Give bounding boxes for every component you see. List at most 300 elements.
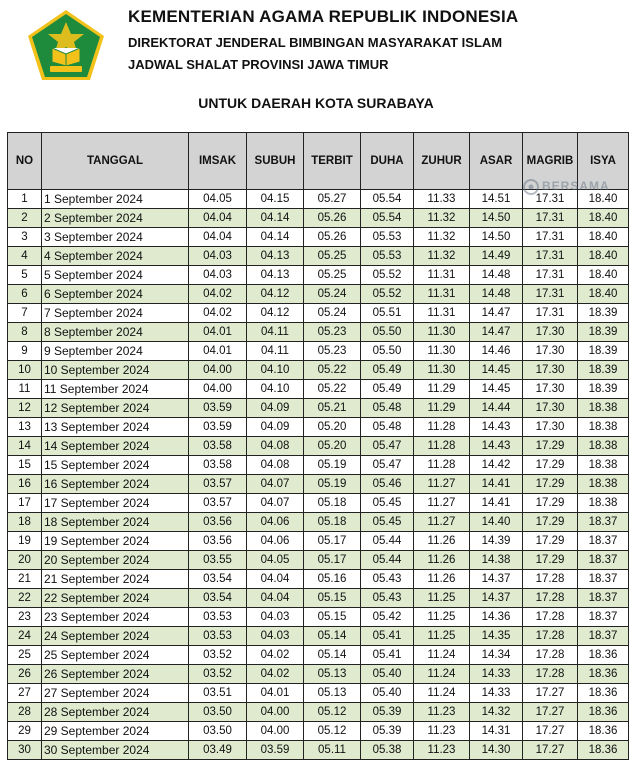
cell-tanggal: 10 September 2024 (42, 361, 189, 380)
cell-subuh: 04.10 (247, 380, 304, 399)
cell-zuhur: 11.24 (414, 684, 470, 703)
cell-zuhur: 11.27 (414, 513, 470, 532)
cell-isya: 18.37 (578, 627, 629, 646)
cell-subuh: 04.08 (247, 437, 304, 456)
cell-imsak: 03.54 (189, 570, 247, 589)
cell-zuhur: 11.24 (414, 665, 470, 684)
cell-isya: 18.40 (578, 285, 629, 304)
cell-subuh: 04.14 (247, 209, 304, 228)
cell-imsak: 03.58 (189, 437, 247, 456)
cell-no: 25 (8, 646, 42, 665)
cell-terbit: 05.23 (304, 323, 361, 342)
cell-magrib: 17.30 (523, 323, 578, 342)
column-header-asar: ASAR (470, 133, 523, 190)
cell-magrib: 17.31 (523, 304, 578, 323)
cell-duha: 05.46 (361, 475, 414, 494)
cell-no: 27 (8, 684, 42, 703)
cell-tanggal: 6 September 2024 (42, 285, 189, 304)
cell-asar: 14.48 (470, 266, 523, 285)
cell-imsak: 03.53 (189, 627, 247, 646)
cell-magrib: 17.28 (523, 646, 578, 665)
cell-imsak: 03.51 (189, 684, 247, 703)
cell-imsak: 03.57 (189, 494, 247, 513)
cell-zuhur: 11.32 (414, 209, 470, 228)
cell-asar: 14.46 (470, 342, 523, 361)
cell-zuhur: 11.31 (414, 266, 470, 285)
cell-asar: 14.44 (470, 399, 523, 418)
cell-duha: 05.41 (361, 627, 414, 646)
cell-zuhur: 11.25 (414, 608, 470, 627)
column-header-tanggal: TANGGAL (42, 133, 189, 190)
cell-magrib: 17.31 (523, 247, 578, 266)
cell-asar: 14.33 (470, 684, 523, 703)
table-row (8, 722, 629, 741)
cell-zuhur: 11.27 (414, 475, 470, 494)
cell-subuh: 04.04 (247, 589, 304, 608)
cell-tanggal: 30 September 2024 (42, 741, 189, 760)
cell-isya: 18.38 (578, 456, 629, 475)
cell-isya: 18.40 (578, 247, 629, 266)
cell-duha: 05.52 (361, 285, 414, 304)
cell-isya: 18.39 (578, 304, 629, 323)
cell-tanggal: 17 September 2024 (42, 494, 189, 513)
cell-magrib: 17.31 (523, 209, 578, 228)
cell-subuh: 04.00 (247, 703, 304, 722)
cell-no: 13 (8, 418, 42, 437)
cell-duha: 05.45 (361, 513, 414, 532)
cell-no: 29 (8, 722, 42, 741)
cell-isya: 18.40 (578, 190, 629, 209)
table-row (8, 570, 629, 589)
cell-subuh: 04.11 (247, 342, 304, 361)
cell-asar: 14.45 (470, 380, 523, 399)
cell-tanggal: 27 September 2024 (42, 684, 189, 703)
cell-isya: 18.38 (578, 475, 629, 494)
cell-zuhur: 11.30 (414, 323, 470, 342)
table-row (8, 399, 629, 418)
cell-imsak: 04.03 (189, 247, 247, 266)
cell-no: 11 (8, 380, 42, 399)
cell-imsak: 03.56 (189, 513, 247, 532)
cell-isya: 18.39 (578, 361, 629, 380)
cell-tanggal: 18 September 2024 (42, 513, 189, 532)
cell-no: 30 (8, 741, 42, 760)
cell-magrib: 17.29 (523, 532, 578, 551)
table-row (8, 513, 629, 532)
cell-imsak: 04.05 (189, 190, 247, 209)
cell-terbit: 05.14 (304, 646, 361, 665)
cell-asar: 14.43 (470, 437, 523, 456)
cell-duha: 05.40 (361, 684, 414, 703)
cell-isya: 18.37 (578, 608, 629, 627)
cell-asar: 14.33 (470, 665, 523, 684)
cell-magrib: 17.29 (523, 456, 578, 475)
table-row (8, 323, 629, 342)
cell-no: 5 (8, 266, 42, 285)
cell-no: 17 (8, 494, 42, 513)
cell-no: 12 (8, 399, 42, 418)
table-row (8, 532, 629, 551)
table-row (8, 646, 629, 665)
cell-isya: 18.39 (578, 342, 629, 361)
cell-asar: 14.31 (470, 722, 523, 741)
cell-no: 19 (8, 532, 42, 551)
table-row (8, 437, 629, 456)
cell-asar: 14.38 (470, 551, 523, 570)
cell-tanggal: 2 September 2024 (42, 209, 189, 228)
table-row (8, 266, 629, 285)
column-header-subuh: SUBUH (247, 133, 304, 190)
cell-tanggal: 26 September 2024 (42, 665, 189, 684)
cell-magrib: 17.28 (523, 589, 578, 608)
column-header-duha: DUHA (361, 133, 414, 190)
cell-tanggal: 22 September 2024 (42, 589, 189, 608)
cell-magrib: 17.28 (523, 608, 578, 627)
cell-terbit: 05.20 (304, 437, 361, 456)
cell-duha: 05.43 (361, 589, 414, 608)
cell-imsak: 03.50 (189, 703, 247, 722)
cell-imsak: 04.03 (189, 266, 247, 285)
cell-subuh: 04.09 (247, 418, 304, 437)
cell-terbit: 05.17 (304, 551, 361, 570)
cell-terbit: 05.22 (304, 380, 361, 399)
cell-duha: 05.39 (361, 703, 414, 722)
cell-tanggal: 8 September 2024 (42, 323, 189, 342)
cell-magrib: 17.28 (523, 570, 578, 589)
cell-terbit: 05.19 (304, 475, 361, 494)
cell-zuhur: 11.32 (414, 247, 470, 266)
cell-tanggal: 25 September 2024 (42, 646, 189, 665)
cell-subuh: 04.10 (247, 361, 304, 380)
cell-asar: 14.47 (470, 304, 523, 323)
cell-asar: 14.32 (470, 703, 523, 722)
cell-magrib: 17.31 (523, 228, 578, 247)
cell-duha: 05.50 (361, 323, 414, 342)
cell-no: 10 (8, 361, 42, 380)
cell-duha: 05.41 (361, 646, 414, 665)
cell-tanggal: 28 September 2024 (42, 703, 189, 722)
cell-imsak: 03.52 (189, 646, 247, 665)
cell-magrib: 17.27 (523, 703, 578, 722)
cell-subuh: 04.05 (247, 551, 304, 570)
cell-magrib: 17.29 (523, 494, 578, 513)
column-header-magrib: MAGRIB (523, 133, 578, 190)
column-header-zuhur: ZUHUR (414, 133, 470, 190)
table-row (8, 285, 629, 304)
cell-magrib: 17.30 (523, 380, 578, 399)
table-row (8, 475, 629, 494)
table-row (8, 551, 629, 570)
cell-magrib: 17.28 (523, 665, 578, 684)
cell-imsak: 04.01 (189, 342, 247, 361)
cell-terbit: 05.13 (304, 665, 361, 684)
cell-zuhur: 11.23 (414, 722, 470, 741)
cell-magrib: 17.29 (523, 551, 578, 570)
cell-duha: 05.47 (361, 437, 414, 456)
cell-duha: 05.49 (361, 361, 414, 380)
cell-subuh: 04.11 (247, 323, 304, 342)
cell-asar: 14.45 (470, 361, 523, 380)
cell-imsak: 04.01 (189, 323, 247, 342)
cell-magrib: 17.28 (523, 627, 578, 646)
cell-magrib: 17.27 (523, 684, 578, 703)
cell-tanggal: 12 September 2024 (42, 399, 189, 418)
cell-terbit: 05.26 (304, 209, 361, 228)
cell-subuh: 04.12 (247, 285, 304, 304)
cell-terbit: 05.15 (304, 589, 361, 608)
cell-subuh: 04.06 (247, 513, 304, 532)
cell-duha: 05.39 (361, 722, 414, 741)
cell-imsak: 04.00 (189, 380, 247, 399)
cell-isya: 18.36 (578, 665, 629, 684)
cell-no: 7 (8, 304, 42, 323)
cell-subuh: 04.08 (247, 456, 304, 475)
cell-isya: 18.38 (578, 399, 629, 418)
cell-imsak: 03.58 (189, 456, 247, 475)
cell-isya: 18.40 (578, 209, 629, 228)
cell-terbit: 05.24 (304, 285, 361, 304)
cell-no: 24 (8, 627, 42, 646)
cell-duha: 05.47 (361, 456, 414, 475)
cell-zuhur: 11.28 (414, 418, 470, 437)
cell-subuh: 04.00 (247, 722, 304, 741)
cell-subuh: 04.14 (247, 228, 304, 247)
cell-isya: 18.36 (578, 646, 629, 665)
cell-terbit: 05.12 (304, 722, 361, 741)
column-header-imsak: IMSAK (189, 133, 247, 190)
cell-terbit: 05.15 (304, 608, 361, 627)
cell-magrib: 17.27 (523, 741, 578, 760)
cell-zuhur: 11.25 (414, 589, 470, 608)
cell-imsak: 03.56 (189, 532, 247, 551)
cell-magrib: 17.29 (523, 437, 578, 456)
cell-asar: 14.49 (470, 247, 523, 266)
cell-asar: 14.41 (470, 475, 523, 494)
cell-duha: 05.42 (361, 608, 414, 627)
region-heading (0, 95, 632, 111)
cell-tanggal: 24 September 2024 (42, 627, 189, 646)
cell-isya: 18.36 (578, 722, 629, 741)
cell-subuh: 04.13 (247, 266, 304, 285)
cell-subuh: 04.07 (247, 494, 304, 513)
table-row (8, 380, 629, 399)
cell-duha: 05.40 (361, 665, 414, 684)
cell-magrib: 17.30 (523, 342, 578, 361)
cell-asar: 14.35 (470, 627, 523, 646)
cell-terbit: 05.22 (304, 361, 361, 380)
cell-subuh: 04.02 (247, 665, 304, 684)
table-row (8, 703, 629, 722)
cell-imsak: 03.57 (189, 475, 247, 494)
cell-terbit: 05.25 (304, 266, 361, 285)
cell-magrib: 17.29 (523, 513, 578, 532)
cell-subuh: 04.03 (247, 608, 304, 627)
cell-no: 18 (8, 513, 42, 532)
cell-zuhur: 11.26 (414, 551, 470, 570)
cell-tanggal: 11 September 2024 (42, 380, 189, 399)
cell-terbit: 05.27 (304, 190, 361, 209)
cell-subuh: 04.03 (247, 627, 304, 646)
table-row (8, 608, 629, 627)
cell-terbit: 05.26 (304, 228, 361, 247)
table-row (8, 304, 629, 323)
cell-terbit: 05.17 (304, 532, 361, 551)
cell-asar: 14.50 (470, 228, 523, 247)
cell-isya: 18.40 (578, 266, 629, 285)
table-row (8, 627, 629, 646)
cell-imsak: 03.54 (189, 589, 247, 608)
cell-zuhur: 11.23 (414, 703, 470, 722)
cell-tanggal: 5 September 2024 (42, 266, 189, 285)
cell-isya: 18.36 (578, 741, 629, 760)
cell-terbit: 05.16 (304, 570, 361, 589)
cell-terbit: 05.20 (304, 418, 361, 437)
table-row (8, 684, 629, 703)
cell-no: 9 (8, 342, 42, 361)
cell-no: 21 (8, 570, 42, 589)
cell-duha: 05.48 (361, 418, 414, 437)
cell-subuh: 04.15 (247, 190, 304, 209)
table-body (8, 190, 629, 760)
cell-tanggal: 29 September 2024 (42, 722, 189, 741)
prayer-schedule-table (7, 132, 629, 760)
cell-terbit: 05.21 (304, 399, 361, 418)
cell-asar: 14.37 (470, 570, 523, 589)
cell-tanggal: 21 September 2024 (42, 570, 189, 589)
cell-imsak: 04.00 (189, 361, 247, 380)
cell-isya: 18.37 (578, 513, 629, 532)
cell-duha: 05.44 (361, 532, 414, 551)
table-row (8, 494, 629, 513)
cell-no: 20 (8, 551, 42, 570)
cell-tanggal: 20 September 2024 (42, 551, 189, 570)
cell-subuh: 04.12 (247, 304, 304, 323)
cell-no: 15 (8, 456, 42, 475)
table-row (8, 665, 629, 684)
cell-isya: 18.38 (578, 418, 629, 437)
cell-asar: 14.47 (470, 323, 523, 342)
cell-magrib: 17.30 (523, 399, 578, 418)
cell-tanggal: 1 September 2024 (42, 190, 189, 209)
cell-isya: 18.36 (578, 684, 629, 703)
cell-terbit: 05.19 (304, 456, 361, 475)
cell-tanggal: 23 September 2024 (42, 608, 189, 627)
cell-duha: 05.44 (361, 551, 414, 570)
cell-tanggal: 19 September 2024 (42, 532, 189, 551)
cell-no: 1 (8, 190, 42, 209)
cell-zuhur: 11.29 (414, 399, 470, 418)
cell-imsak: 03.49 (189, 741, 247, 760)
cell-tanggal: 14 September 2024 (42, 437, 189, 456)
cell-magrib: 17.31 (523, 266, 578, 285)
cell-isya: 18.36 (578, 703, 629, 722)
region-heading-text: UNTUK DAERAH KOTA SURABAYA (198, 95, 434, 111)
cell-asar: 14.50 (470, 209, 523, 228)
cell-no: 14 (8, 437, 42, 456)
table-row (8, 456, 629, 475)
cell-terbit: 05.24 (304, 304, 361, 323)
cell-tanggal: 3 September 2024 (42, 228, 189, 247)
cell-zuhur: 11.26 (414, 532, 470, 551)
cell-terbit: 05.23 (304, 342, 361, 361)
table-row (8, 342, 629, 361)
cell-subuh: 04.13 (247, 247, 304, 266)
cell-magrib: 17.31 (523, 285, 578, 304)
cell-asar: 14.37 (470, 589, 523, 608)
cell-zuhur: 11.31 (414, 304, 470, 323)
column-header-no: NO (8, 133, 42, 190)
cell-imsak: 03.53 (189, 608, 247, 627)
cell-subuh: 04.09 (247, 399, 304, 418)
cell-no: 28 (8, 703, 42, 722)
cell-no: 6 (8, 285, 42, 304)
cell-zuhur: 11.33 (414, 190, 470, 209)
cell-zuhur: 11.31 (414, 285, 470, 304)
cell-magrib: 17.29 (523, 475, 578, 494)
cell-asar: 14.36 (470, 608, 523, 627)
cell-no: 22 (8, 589, 42, 608)
schedule-title: JADWAL SHALAT PROVINSI JAWA TIMUR (128, 57, 389, 72)
table-row (8, 228, 629, 247)
cell-duha: 05.52 (361, 266, 414, 285)
cell-terbit: 05.11 (304, 741, 361, 760)
cell-zuhur: 11.23 (414, 741, 470, 760)
cell-tanggal: 4 September 2024 (42, 247, 189, 266)
cell-asar: 14.51 (470, 190, 523, 209)
cell-isya: 18.37 (578, 570, 629, 589)
cell-subuh: 04.06 (247, 532, 304, 551)
cell-asar: 14.39 (470, 532, 523, 551)
cell-terbit: 05.12 (304, 703, 361, 722)
cell-magrib: 17.30 (523, 418, 578, 437)
cell-isya: 18.37 (578, 589, 629, 608)
cell-isya: 18.37 (578, 532, 629, 551)
cell-duha: 05.54 (361, 209, 414, 228)
cell-duha: 05.48 (361, 399, 414, 418)
cell-imsak: 04.04 (189, 228, 247, 247)
cell-terbit: 05.18 (304, 513, 361, 532)
cell-subuh: 04.04 (247, 570, 304, 589)
kemenag-logo (24, 8, 108, 84)
cell-zuhur: 11.28 (414, 456, 470, 475)
cell-magrib: 17.30 (523, 361, 578, 380)
cell-no: 2 (8, 209, 42, 228)
cell-asar: 14.41 (470, 494, 523, 513)
cell-tanggal: 7 September 2024 (42, 304, 189, 323)
cell-duha: 05.53 (361, 228, 414, 247)
cell-duha: 05.45 (361, 494, 414, 513)
cell-imsak: 03.59 (189, 399, 247, 418)
cell-zuhur: 11.24 (414, 646, 470, 665)
cell-tanggal: 15 September 2024 (42, 456, 189, 475)
cell-no: 3 (8, 228, 42, 247)
cell-terbit: 05.14 (304, 627, 361, 646)
cell-zuhur: 11.27 (414, 494, 470, 513)
cell-imsak: 03.52 (189, 665, 247, 684)
cell-zuhur: 11.30 (414, 342, 470, 361)
cell-subuh: 04.02 (247, 646, 304, 665)
cell-imsak: 03.55 (189, 551, 247, 570)
cell-tanggal: 16 September 2024 (42, 475, 189, 494)
cell-zuhur: 11.32 (414, 228, 470, 247)
cell-magrib: 17.27 (523, 722, 578, 741)
cell-zuhur: 11.30 (414, 361, 470, 380)
table-row (8, 741, 629, 760)
table-row (8, 361, 629, 380)
cell-isya: 18.37 (578, 551, 629, 570)
kemenag-emblem-icon (24, 8, 108, 84)
cell-duha: 05.50 (361, 342, 414, 361)
